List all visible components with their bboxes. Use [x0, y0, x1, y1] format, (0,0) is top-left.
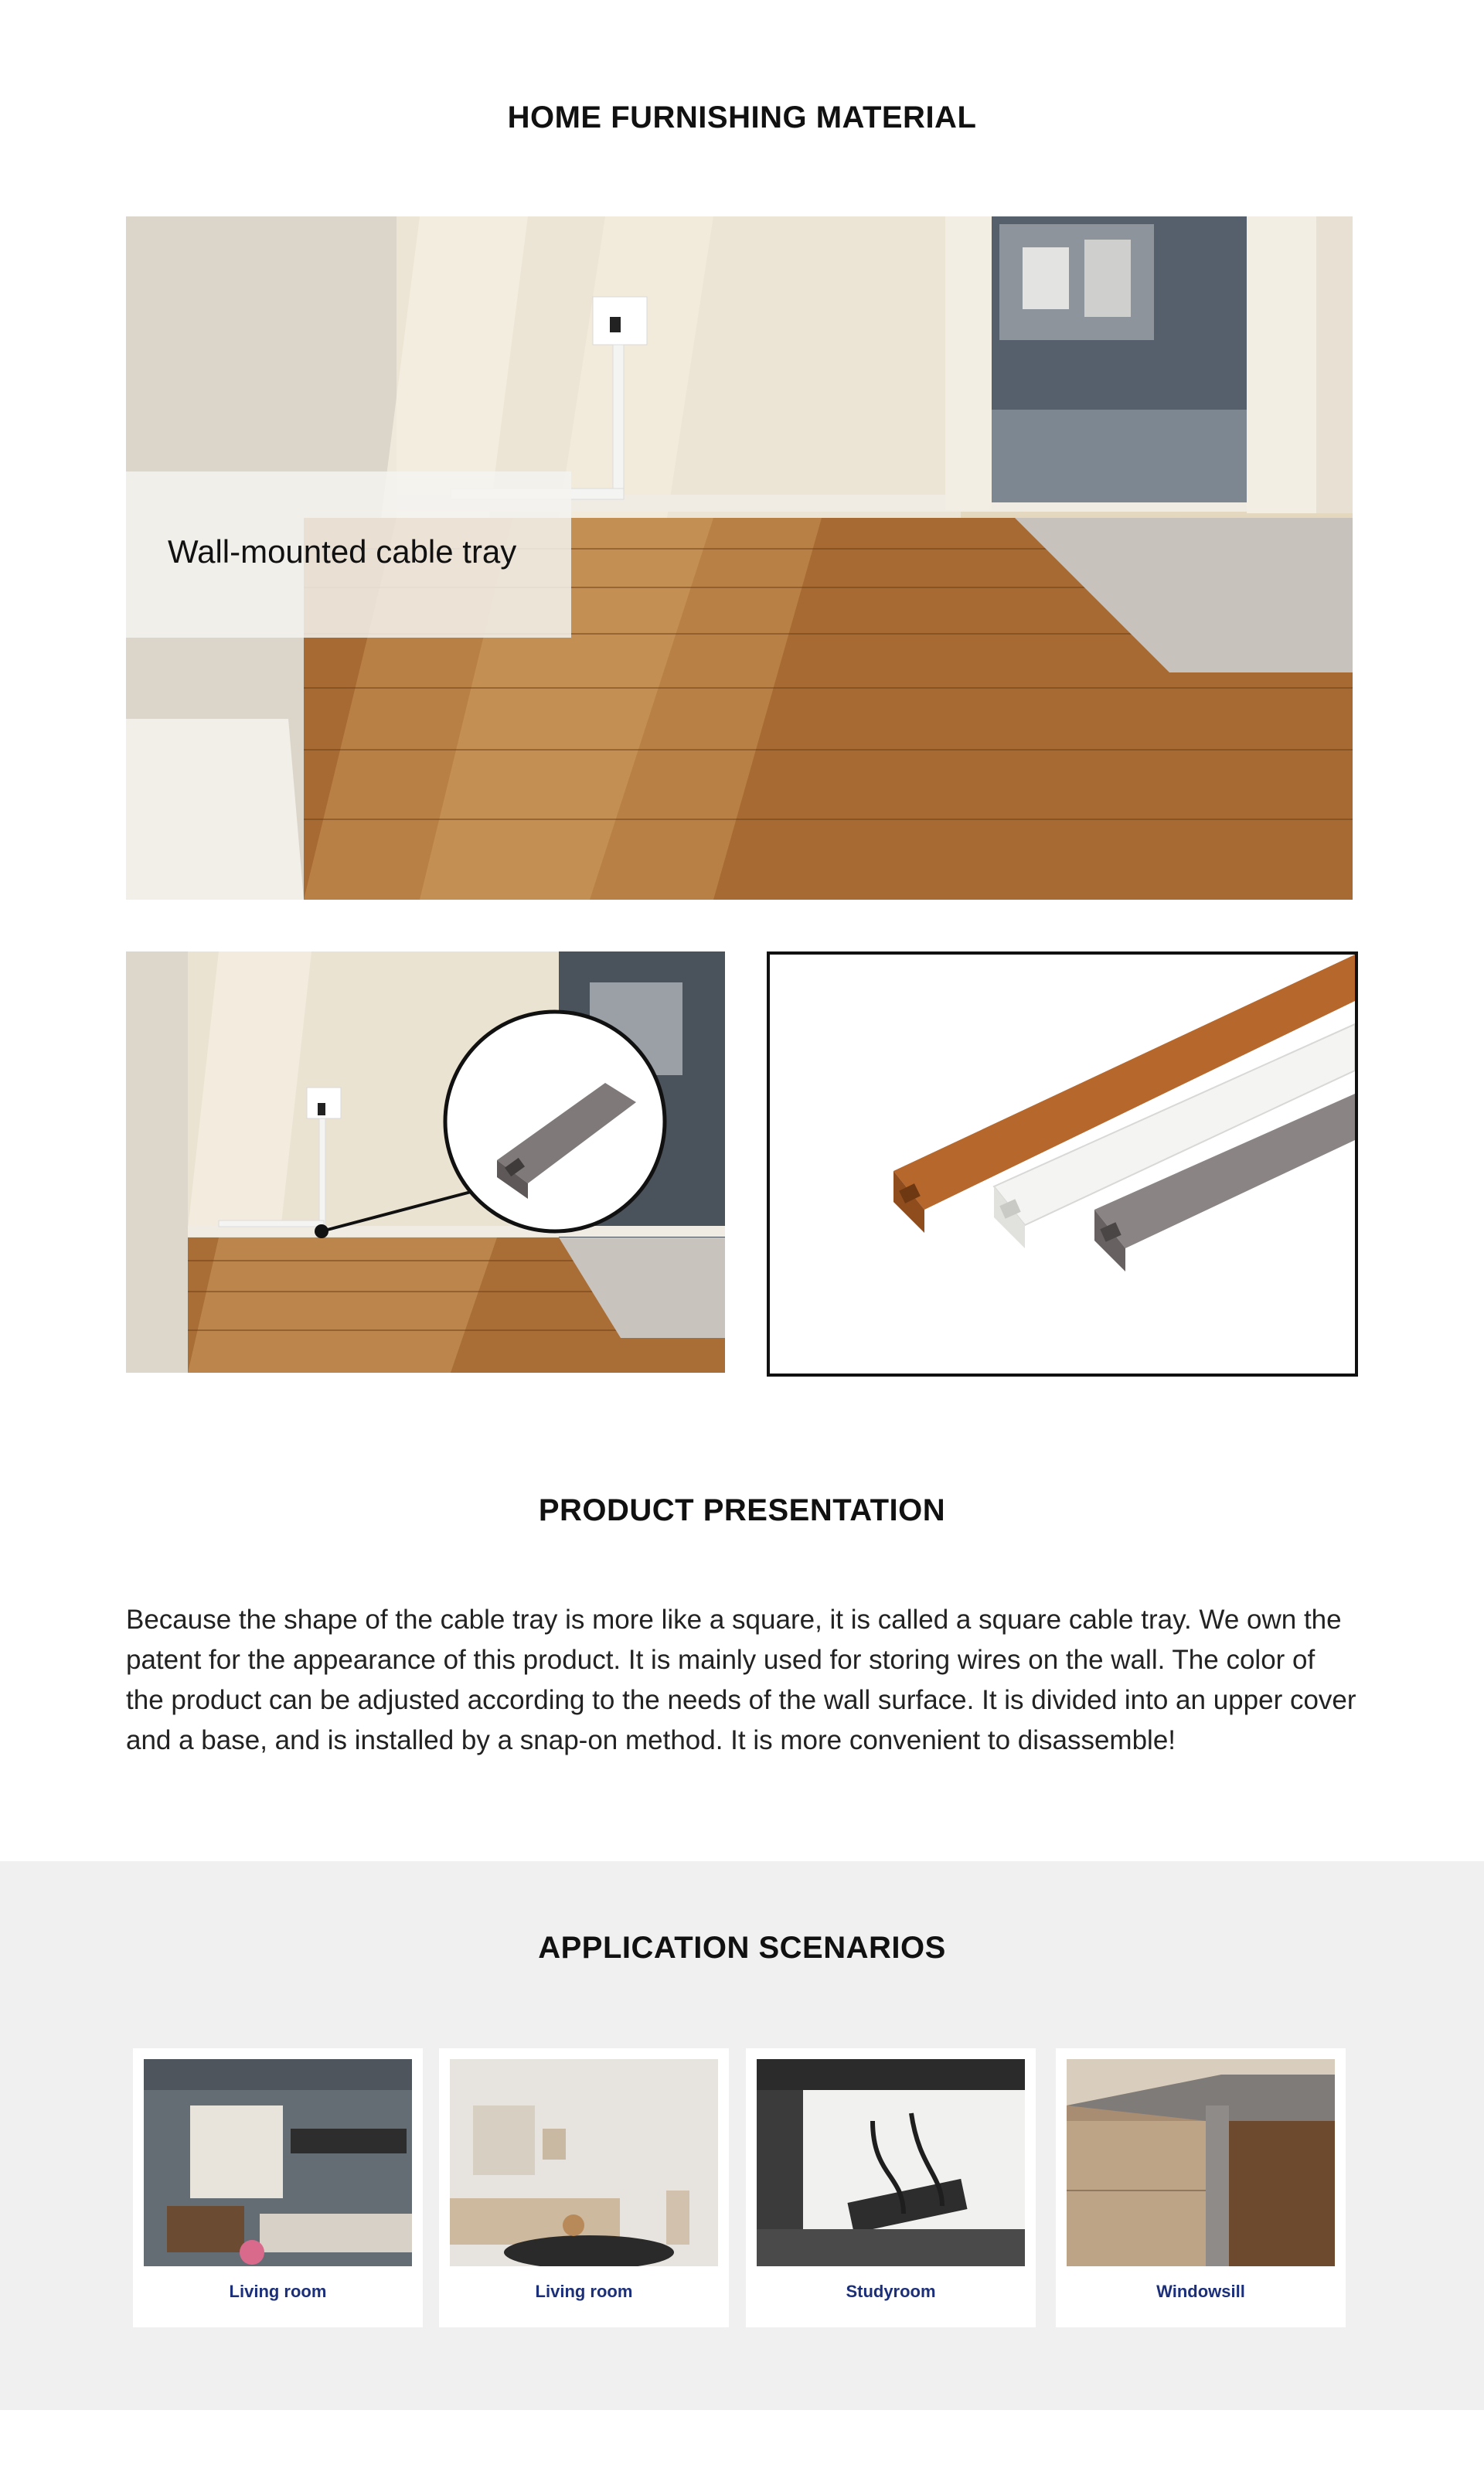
studyroom-illustration [757, 2059, 1025, 2266]
scenario-photo [450, 2059, 718, 2266]
scenario-card-studyroom [746, 2048, 1036, 2327]
scenario-photo [144, 2059, 412, 2266]
scenario-card-windowsill [1056, 2048, 1346, 2327]
detail-image [126, 951, 725, 1373]
scenario-card-living-room-1 [133, 2048, 423, 2327]
scenario-label: Living room [229, 2282, 327, 2301]
hero-label-box [126, 471, 571, 638]
scenario-label: Windowsill [1156, 2282, 1245, 2301]
scenario-card-living-room-2 [439, 2048, 729, 2327]
section-title-home-furnishing: HOME FURNISHING MATERIAL [507, 100, 977, 134]
living-room-illustration [144, 2059, 412, 2266]
product-description: Because the shape of the cable tray is more like a square, it is called a square cable tray. We own the patent for the appearance of this product. It is mainly used for storing wires on the wall. The color of the product can be adjusted according to the needs of the wall surface. It is divided into an upper cover and a base, and is installed by a snap-on method. It is more convenient to disassemble! [126, 1605, 1356, 1755]
scenario-photo [1067, 2059, 1335, 2266]
detail-room-illustration [126, 951, 725, 1373]
hero-label: Wall-mounted cable tray [168, 533, 517, 570]
hero-image [126, 216, 1353, 900]
section-title-application: APPLICATION SCENARIOS [538, 1931, 946, 1965]
scenario-label: Living room [535, 2282, 633, 2301]
living-room-illustration [450, 2059, 718, 2266]
scenario-label: Studyroom [846, 2282, 936, 2301]
cable-tray-products-illustration [770, 955, 1355, 1374]
product-image [767, 951, 1358, 1377]
section-title-product-presentation: PRODUCT PRESENTATION [538, 1493, 946, 1527]
windowsill-illustration [1067, 2059, 1335, 2266]
scenario-photo [757, 2059, 1025, 2266]
